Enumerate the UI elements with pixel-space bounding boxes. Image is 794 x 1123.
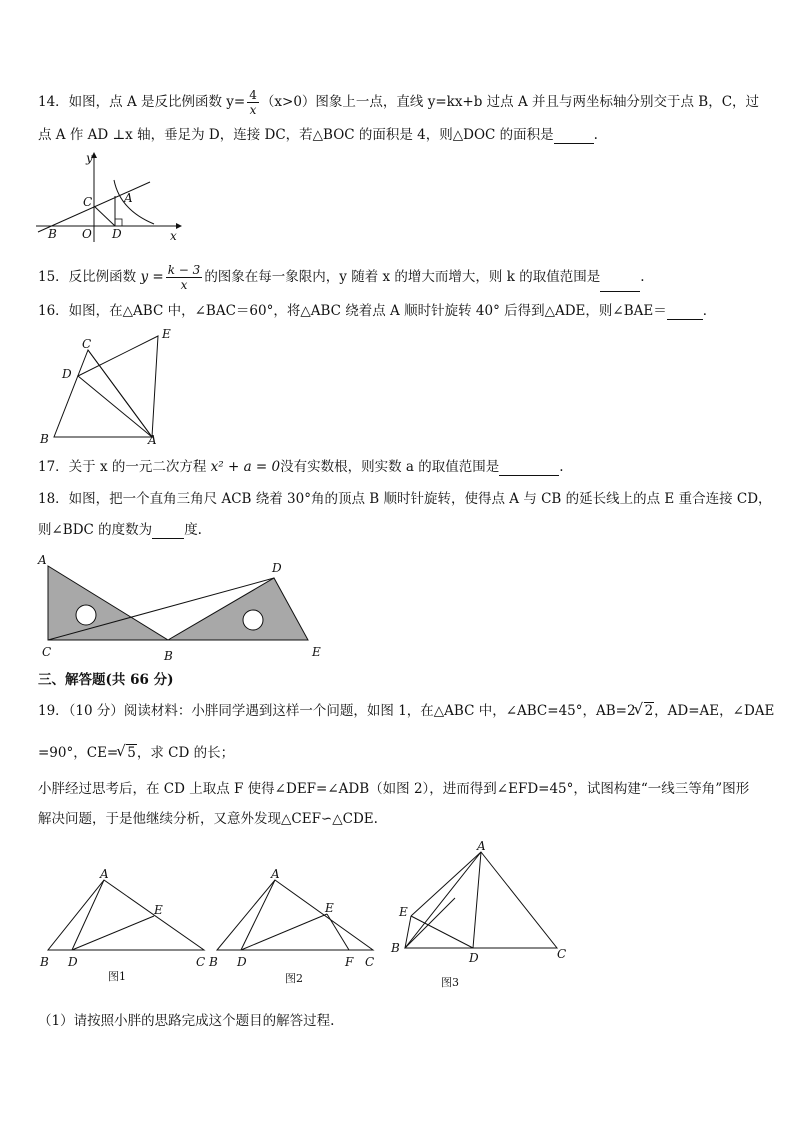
- q15-answer-blank[interactable]: [600, 277, 640, 292]
- segment-ef: [327, 914, 349, 950]
- label-b: B: [391, 941, 400, 955]
- label-c: C: [365, 955, 375, 969]
- segment-ad: [72, 880, 104, 950]
- q16-line: 16．如图，在△ABC 中，∠BAC＝60°，将△ABC 绕着点 A 顺时针旋转 40° 后得到△ADE，则∠BAE＝ ．: [38, 303, 717, 319]
- q19-figure-2: [205, 868, 385, 988]
- label-e: E: [399, 905, 408, 919]
- q17-equation: x² + a = 0: [210, 459, 281, 475]
- segment-de: [72, 916, 154, 950]
- figure-3-caption: 图3: [441, 976, 459, 989]
- sqrt-5: √ 5: [118, 744, 137, 762]
- q19-line1: 19．（10 分）阅读材料：小胖同学遇到这样一个问题，如图 1，在△ABC 中，∠ABC=45°，AB=2√ 2，AD=AE，∠DAE: [38, 702, 774, 720]
- q15-fraction: $\frac{k - 3}{x}$: [167, 263, 201, 292]
- label-e: E: [154, 903, 163, 917]
- label-b: B: [48, 227, 57, 241]
- label-c: C: [196, 955, 206, 969]
- label-c: C: [557, 947, 567, 961]
- q16-figure: [36, 326, 186, 446]
- label-c: C: [42, 645, 52, 659]
- sqrt-2: √ 2: [636, 702, 655, 720]
- q19-figure-3: [385, 840, 575, 990]
- q18-answer-blank[interactable]: [152, 524, 184, 539]
- label-b: B: [164, 649, 173, 663]
- q14-fraction: $\frac{4}{x}$: [249, 88, 257, 117]
- label-d: D: [62, 367, 72, 381]
- segment-de: [241, 914, 327, 950]
- q18-line2: 则∠BDC 的度数为 度.: [38, 522, 202, 538]
- q19-figure-1: [38, 868, 218, 988]
- segment-dc: [94, 206, 115, 226]
- label-e: E: [162, 327, 171, 341]
- triangle-bde: [168, 578, 308, 640]
- figure-2-caption: 图2: [285, 972, 303, 985]
- q14-line1: [38, 88, 759, 117]
- label-d: D: [68, 955, 78, 969]
- label-a: A: [271, 867, 280, 881]
- q19-line3: 小胖经过思考后，在 CD 上取点 F 使得∠DEF=∠ADB（如图 2），进而得到∠EFD=45°，试图构建“一线三等角”图形: [38, 781, 750, 797]
- q17-line: 17．关于 x 的一元二次方程 x² + a = 0没有实数根，则实数 a 的取值范围是 .: [38, 459, 564, 475]
- label-e: E: [312, 645, 321, 659]
- label-c: C: [82, 337, 92, 351]
- q18-figure: [36, 554, 336, 664]
- triangle-hole-right: [243, 610, 263, 630]
- q14-lead: 14．如图，点 A 是反比例函数 y=: [38, 94, 246, 110]
- q15-line: 15．反比例函数 y = $\frac{k - 3}{x}$ 的图象在每一象限内，y 随着 x 的增大而增大，则 k 的取值范围是 .: [38, 263, 645, 292]
- label-f: F: [345, 955, 354, 969]
- label-a: A: [148, 433, 157, 447]
- triangle-acb: [48, 566, 168, 640]
- figure-1-caption: 图1: [108, 970, 126, 983]
- q18-line1: 18．如图，把一个直角三角尺 ACB 绕着 30°角的顶点 B 顺时针旋转，使得点 A 与 CB 的延长线上的点 E 重合连接 CD，: [38, 491, 772, 507]
- label-c: C: [83, 195, 93, 209]
- q19-line2: =90°，CE=√ 5，求 CD 的长；: [38, 744, 234, 762]
- segment-be-diag: [405, 898, 455, 948]
- label-a: A: [124, 191, 133, 205]
- label-o: O: [82, 227, 92, 241]
- label-e: E: [325, 901, 334, 915]
- q19-sub1: （1）请按照小胖的思路完成这个题目的解答过程.: [38, 1013, 335, 1029]
- segment-ca: [88, 350, 152, 437]
- x-axis-arrow: [176, 223, 182, 229]
- label-d: D: [237, 955, 247, 969]
- triangle-abc: [217, 880, 373, 950]
- q19-line4: 解决问题，于是他继续分析，又意外发现△CEF∽△CDE.: [38, 811, 378, 827]
- label-x: x: [170, 229, 177, 243]
- label-d: D: [469, 951, 479, 965]
- label-a: A: [477, 839, 486, 853]
- segment-ad: [473, 852, 481, 948]
- q16-answer-blank[interactable]: [667, 305, 703, 320]
- q14-line2: 点 A 作 AD ⊥x 轴，垂足为 D，连接 DC，若△BOC 的面积是 4，则△DOC 的面积是 .: [38, 127, 598, 143]
- label-b: B: [40, 955, 49, 969]
- section3-title: 三、解答题(共 66 分): [38, 672, 174, 688]
- triangle-ade: [78, 336, 158, 437]
- triangle-hole-left: [76, 605, 96, 625]
- label-d: D: [112, 227, 122, 241]
- label-b: B: [209, 955, 218, 969]
- q14-answer-blank[interactable]: [554, 129, 594, 144]
- hyperbola-curve: [114, 180, 154, 224]
- q14-figure: [36, 150, 186, 245]
- q17-answer-blank[interactable]: [499, 461, 559, 476]
- label-y: y: [86, 151, 93, 165]
- label-a: A: [38, 553, 47, 567]
- label-b: B: [40, 432, 49, 446]
- q14-condition: （x>0）图象上一点，直线 y=kx+b 过点 A 并且与两坐标轴分别交于点 B，C，过: [260, 94, 760, 110]
- label-a: A: [100, 867, 109, 881]
- right-angle-mark: [115, 219, 122, 226]
- label-d: D: [272, 561, 282, 575]
- triangle-abc: [48, 880, 204, 950]
